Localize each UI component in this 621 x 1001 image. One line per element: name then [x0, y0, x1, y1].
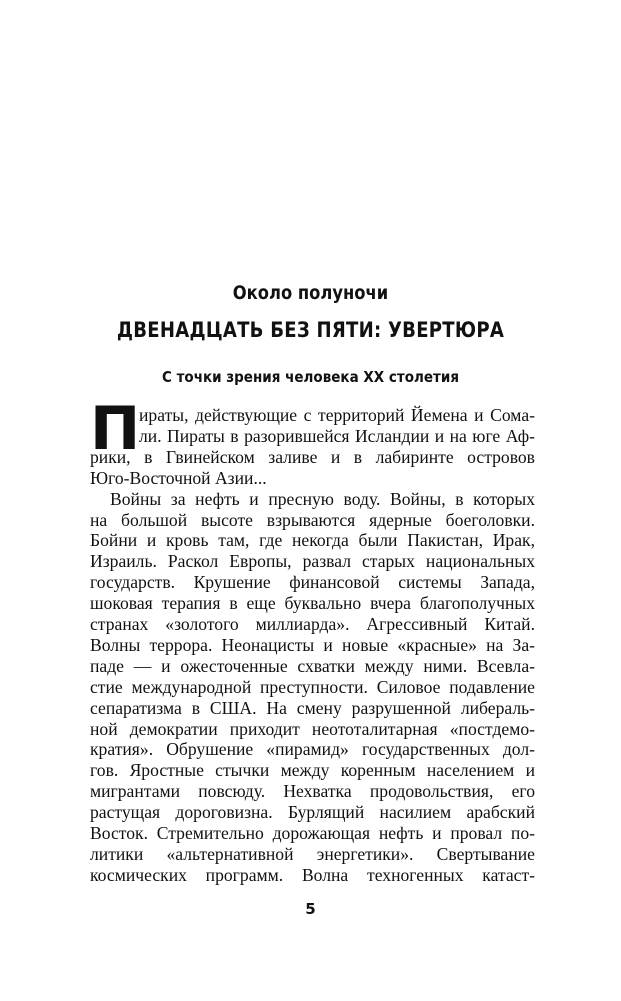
text-line: Юго-Восточной Азии...	[90, 468, 267, 488]
chapter-title: ДВЕНАДЦАТЬ БЕЗ ПЯТИ: УВЕРТЮРА	[116, 318, 505, 342]
text-line: Восток. Стремительно дорожающая нефть и провал по-	[90, 823, 535, 843]
text-line: мигрантами повсюду. Нехватка продовольствия, его	[90, 781, 535, 801]
text-line: государств. Крушение финансовой системы Запада,	[90, 572, 535, 592]
text-line: рики, в Гвинейском заливе и в лабиринте островов	[90, 447, 535, 467]
text-line: Израиль. Раскол Европы, развал старых национальных	[90, 551, 535, 571]
part-title: Около полуночи	[232, 282, 389, 304]
text-line: шоковая терапия в еще буквально вчера благополучных	[90, 593, 535, 613]
text-line: сепаратизма в США. На смену разрушенной либераль-	[90, 698, 535, 718]
text-line: ной демократии приходит неототалитарная «постдемо-	[90, 719, 535, 739]
text-line: космических программ. Волна техногенных катаст-	[90, 865, 535, 885]
text-line: паде — и ожесточенные схватки между ними. Всевла-	[90, 656, 535, 676]
text-line: Войны за нефть и пресную воду. Войны, в которых	[110, 489, 535, 509]
text-line: литики «альтернативной энергетики». Свертывание	[90, 844, 535, 864]
text-line: растущая дороговизна. Бурлящий насилием арабский	[90, 802, 535, 822]
text-line: странах «золотого миллиарда». Агрессивный Китай.	[90, 614, 535, 634]
text-line: кратия». Обрушение «пирамид» государственных дол-	[90, 739, 535, 759]
text-line: ираты, действующие с территорий Йемена и Сома-	[139, 405, 535, 425]
drop-cap	[90, 394, 141, 464]
text-line: гов. Яростные стычки между коренным населением и	[90, 760, 535, 780]
text-line: Волны террора. Неонацисты и новые «красные» на За-	[90, 635, 535, 655]
drop-cap-letter: П	[90, 394, 141, 464]
text-line: стие международной преступности. Силовое подавление	[90, 677, 535, 697]
text-line: на большой высоте взрываются ядерные боеголовки.	[90, 510, 535, 530]
page-number: 5	[305, 900, 316, 918]
chapter-subtitle: С точки зрения человека XX столетия	[162, 368, 460, 386]
text-line: Бойни и кровь там, где некогда были Пакистан, Ирак,	[90, 530, 535, 550]
text-line: ли. Пираты в разорившейся Исландии и на юге Аф-	[139, 426, 535, 446]
